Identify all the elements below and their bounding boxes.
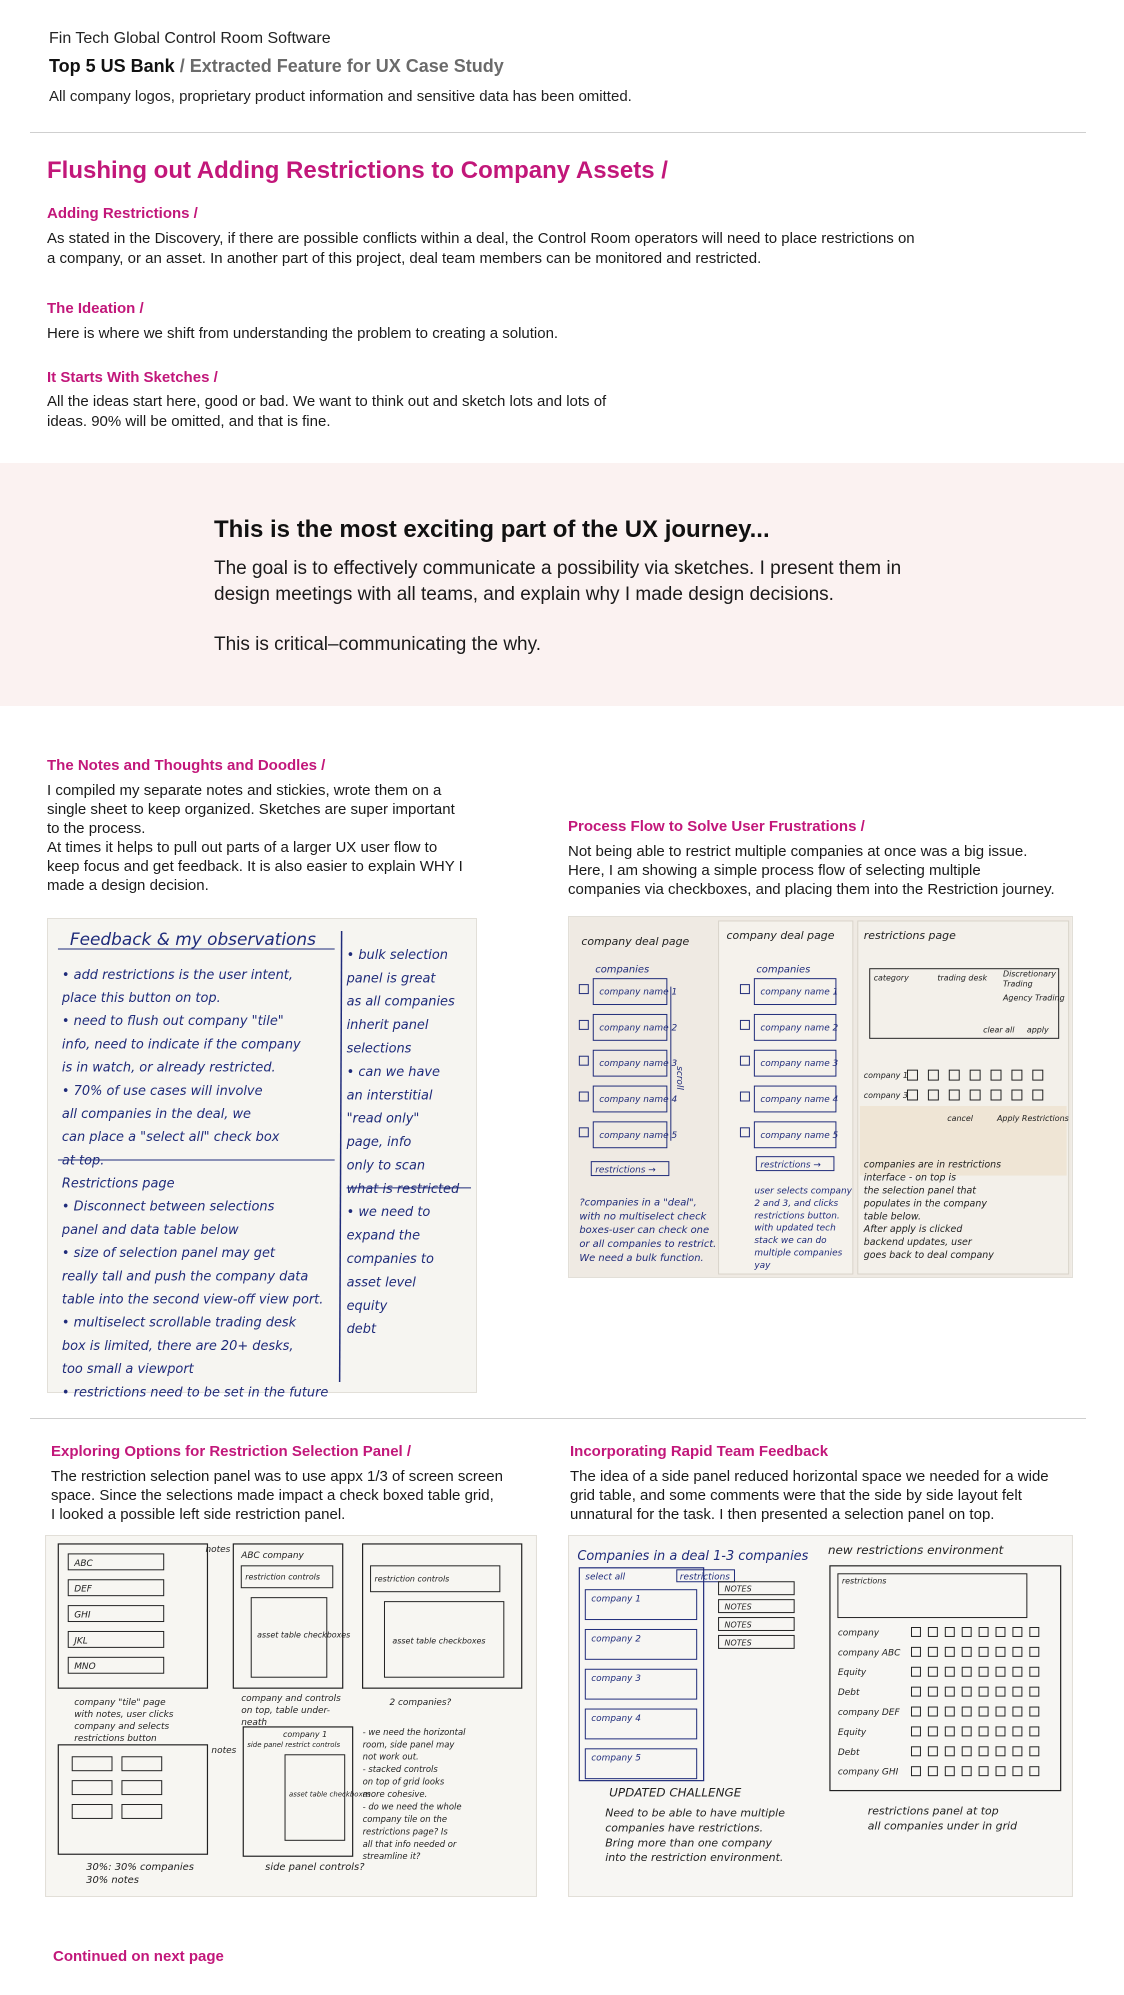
process-flow-sketch-drawing: [569, 917, 1072, 1277]
feedback-line-1: The idea of a side panel reduced horizontal space we needed for a wide: [570, 1468, 1049, 1485]
fb-restrictions-label: restrictions: [841, 1576, 887, 1586]
notes-right-line-17: debt: [346, 1322, 377, 1338]
adding-restrictions-body-2: a company, or an asset. In another part of this project, deal team members can be monitored and restricted.: [47, 250, 762, 267]
notes-left-line-6: • 70% of use cases will involve: [61, 1083, 263, 1099]
notes-heading: The Notes and Thoughts and Doodles /: [47, 757, 326, 774]
notes-right-line-5: selections: [346, 1041, 412, 1057]
fb-grid-row-6: Equity: [837, 1727, 867, 1738]
flow-note1-line-2: with no multiselect check: [579, 1211, 707, 1223]
flow-note3-line-6: After apply is clicked: [863, 1224, 963, 1236]
flow-col3-label-1: category: [873, 973, 909, 983]
notes-line-4: At times it helps to pull out parts of a larger UX user flow to: [47, 839, 438, 856]
fb-title-right: new restrictions environment: [827, 1542, 1004, 1557]
feedback-heading: Incorporating Rapid Team Feedback: [570, 1443, 829, 1460]
notes-left-line-8: can place a "select all" check box: [61, 1130, 280, 1146]
exp-item-4: JKL: [74, 1636, 88, 1647]
notes-right-line-4: inherit panel: [346, 1018, 429, 1034]
exp-item-5: MNO: [74, 1662, 96, 1673]
flow-col3-label-11: Apply Restrictions: [997, 1113, 1069, 1123]
notes-right-line-7: an interstitial: [346, 1088, 433, 1104]
flow-note1-line-3: boxes-user can check one: [579, 1225, 710, 1237]
notes-left-line-14: really tall and push the company data: [61, 1269, 309, 1285]
adding-restrictions-heading: Adding Restrictions /: [47, 205, 198, 222]
notes-right-line-10: only to scan: [346, 1158, 426, 1174]
notes-right-line-1: • bulk selection: [346, 947, 448, 963]
fb-company-3: company 3: [591, 1674, 642, 1685]
fb-notes-item-2: NOTES: [724, 1602, 752, 1612]
notes-right-line-16: equity: [346, 1298, 388, 1314]
exp-caption1-line-1: company "tile" page: [74, 1698, 166, 1709]
exploring-line-3: I looked a possible left side restriction panel.: [51, 1506, 346, 1523]
mid-divider: [30, 1418, 1086, 1419]
fb-grid-row-1: company: [837, 1628, 880, 1639]
notes-right-line-9: page, info: [346, 1135, 412, 1151]
exploring-sketch: [45, 1535, 537, 1897]
flow-col3-label-4: Trading: [1002, 979, 1033, 989]
notes-line-3: to the process.: [47, 820, 146, 837]
callout-paragraph-2: This is critical–communicating the why.: [214, 634, 541, 655]
process-heading: Process Flow to Solve User Frustrations /: [568, 818, 865, 835]
flow-note2-line-5: stack we can do: [754, 1236, 827, 1247]
feedback-line-3: unnatural for the task. I then presented a selection panel on top.: [570, 1506, 995, 1523]
flow-note1-line-4: or all companies to restrict.: [579, 1239, 717, 1251]
exploring-sketch-drawing: [46, 1536, 536, 1896]
fb-company-2: company 2: [591, 1634, 642, 1645]
main-title: Flushing out Adding Restrictions to Company Assets /: [47, 157, 668, 184]
exp-right-line-8: company tile on the: [362, 1813, 448, 1824]
exp-caption-4: side panel controls?: [265, 1862, 365, 1874]
notes-right-line-11: what is restricted: [346, 1181, 460, 1197]
flow-note3-line-7: backend updates, user: [863, 1237, 972, 1249]
flow-col3-label-3: Discretionary: [1002, 969, 1056, 979]
notes-sketch: [47, 918, 477, 1401]
flow-col2-item-1: company name 1: [760, 987, 839, 998]
exp-caption5-line-2: 30% notes: [86, 1875, 139, 1887]
flow-note3-line-4: populates in the company: [863, 1198, 987, 1210]
flow-col2-item-5: company name 5: [760, 1130, 839, 1141]
fb-challenge-line-4: into the restriction environment.: [605, 1851, 784, 1865]
fb-grid-row-7: Debt: [837, 1747, 860, 1758]
header-title-sub: / Extracted Feature for UX Case Study: [174, 56, 504, 76]
feedback-line-2: grid table, and some comments were that the side by side layout felt: [570, 1487, 1022, 1504]
exp-item-1: ABC: [74, 1558, 93, 1569]
notes-right-line-6: • can we have: [346, 1064, 440, 1080]
flow-note3-line-5: table below.: [863, 1211, 921, 1223]
flow-note3-line-3: the selection panel that: [863, 1185, 977, 1197]
flow-companies-label-1: companies: [595, 964, 650, 976]
flow-scroll-label: scroll: [673, 1066, 684, 1090]
flow-col1-item-5: company name 5: [599, 1130, 678, 1141]
flow-col3-label-5: Agency Trading: [1002, 993, 1065, 1003]
header-title: [49, 56, 504, 77]
header-disclaimer: All company logos, proprietary product information and sensitive data has been omitted.: [49, 88, 632, 105]
notes-line-1: I compiled my separate notes and stickies, wrote them on a: [47, 782, 442, 799]
flow-col2-item-3: company name 3: [760, 1059, 839, 1070]
process-line-3: companies via checkboxes, and placing them into the Restriction journey.: [568, 881, 1055, 898]
notes-left-line-19: • restrictions need to be set in the future: [61, 1385, 329, 1401]
ideation-body: Here is where we shift from understanding the problem to creating a solution.: [47, 325, 559, 342]
exploring-heading: Exploring Options for Restriction Selection Panel /: [51, 1443, 412, 1460]
notes-left-line-2: place this button on top.: [61, 991, 221, 1007]
flow-note2-line-6: multiple companies: [754, 1248, 843, 1259]
flow-note2-line-2: 2 and 3, and clicks: [754, 1198, 839, 1209]
fb-grid-row-4: Debt: [837, 1688, 860, 1699]
exp-restriction-controls-1: restriction controls: [245, 1572, 321, 1582]
exp-asset-table-2: asset table checkboxes: [392, 1636, 486, 1646]
notes-left-line-16: • multiselect scrollable trading desk: [61, 1315, 297, 1331]
fb-select-all: select all: [585, 1572, 626, 1583]
notes-left-line-1: • add restrictions is the user intent,: [61, 967, 293, 983]
exp-right-line-10: all that info needed or: [362, 1838, 457, 1849]
fb-company-1: company 1: [591, 1594, 642, 1605]
flow-col3-label-7: apply: [1026, 1025, 1049, 1035]
flow-companies-label-2: companies: [756, 964, 811, 976]
fb-grid-row-3: Equity: [837, 1668, 867, 1679]
flow-note2-line-3: restrictions button.: [754, 1211, 840, 1222]
fb-notes-item-4: NOTES: [724, 1638, 752, 1648]
exp-item-2: DEF: [74, 1584, 92, 1595]
flow-col1-item-4: company name 4: [599, 1094, 678, 1105]
notes-right-line-2: panel is great: [346, 971, 436, 987]
exploring-line-1: The restriction selection panel was to use appx 1/3 of screen screen: [51, 1468, 503, 1485]
notes-left-line-18: too small a viewport: [61, 1362, 194, 1378]
exp-asset-table-3: asset table checkboxes: [289, 1790, 371, 1799]
notes-line-2: single sheet to keep organized. Sketches are super important: [47, 801, 455, 818]
exp-caption2-line-3: neath: [241, 1717, 268, 1728]
header-divider: [30, 132, 1086, 133]
exp-right-line-1: - we need the horizontal: [362, 1726, 466, 1737]
notes-left-line-3: • need to flush out company "tile": [61, 1014, 284, 1030]
exp-caption2-line-2: on top, table under-: [241, 1706, 330, 1717]
sketches-body-1: All the ideas start here, good or bad. We want to think out and sketch lots and lots of: [47, 393, 607, 410]
fb-restrictions-btn: restrictions: [679, 1572, 730, 1583]
notes-sketch-drawing: [48, 919, 476, 1401]
flow-col1-item-3: company name 3: [599, 1059, 678, 1070]
notes-left-line-10: Restrictions page: [61, 1176, 175, 1192]
fb-grid-row-8: company GHI: [837, 1767, 899, 1778]
notes-left-line-12: panel and data table below: [61, 1222, 239, 1238]
flow-col3-label-9: company 3: [863, 1090, 908, 1100]
callout-heading: This is the most exciting part of the UX journey...: [214, 516, 770, 543]
notes-right-line-12: • we need to: [346, 1205, 431, 1221]
notes-line-5: keep focus and get feedback. It is also easier to explain WHY I: [47, 858, 463, 875]
flow-note3-line-2: interface - on top is: [863, 1172, 957, 1184]
notes-left-line-9: at top.: [61, 1153, 105, 1169]
flow-note1-line-5: We need a bulk function.: [579, 1253, 704, 1265]
flow-col1-item-2: company name 2: [599, 1023, 678, 1034]
flow-restrictions-btn-2: restrictions →: [760, 1160, 821, 1171]
adding-restrictions-body-1: As stated in the Discovery, if there are possible conflicts within a deal, the Control Room operators will need to place restrictions on: [47, 230, 915, 247]
exp-notes-label-1: notes: [205, 1544, 231, 1555]
exp-right-line-5: on top of grid looks: [362, 1776, 445, 1787]
flow-note3-line-1: companies are in restrictions: [863, 1159, 1002, 1171]
exp-right-line-6: more cohesive.: [362, 1789, 428, 1800]
exp-caption1-line-4: restrictions button: [74, 1733, 157, 1744]
process-line-1: Not being able to restrict multiple companies at once was a big issue.: [568, 843, 1028, 860]
flow-restrictions-btn-1: restrictions →: [595, 1165, 656, 1176]
exploring-line-2: space. Since the selections made impact a check boxed table grid,: [51, 1487, 494, 1504]
process-line-2: Here, I am showing a simple process flow of selecting multiple: [568, 862, 981, 879]
notes-left-line-11: • Disconnect between selections: [61, 1199, 275, 1215]
callout-paragraph-1a: The goal is to effectively communicate a possibility via sketches. I present them in: [214, 558, 902, 579]
exp-right-line-7: - do we need the whole: [362, 1801, 462, 1812]
notes-left-line-5: is in watch, or already restricted.: [61, 1060, 276, 1076]
flow-col3-label-10: cancel: [947, 1113, 974, 1123]
fb-company-5: company 5: [591, 1753, 642, 1764]
notes-sketch-title: Feedback & my observations: [69, 928, 316, 949]
notes-right-line-13: expand the: [346, 1228, 421, 1244]
flow-col3-label-6: clear all: [983, 1025, 1015, 1035]
notes-left-line-17: box is limited, there are 20+ desks,: [61, 1338, 294, 1354]
flow-note2-line-4: with updated tech: [754, 1223, 836, 1234]
exp-caption1-line-2: with notes, user clicks: [74, 1709, 174, 1720]
fb-company-4: company 4: [591, 1713, 642, 1724]
fb-caption-line-1: restrictions panel at top: [867, 1804, 999, 1818]
exp-caption5-line-1: 30%: 30% companies: [86, 1862, 194, 1874]
fb-challenge-line-1: Need to be able to have multiple: [605, 1806, 785, 1820]
exp-restriction-controls-2: restriction controls: [374, 1574, 450, 1584]
fb-caption-line-2: all companies under in grid: [867, 1819, 1018, 1833]
notes-right-line-14: companies to: [346, 1251, 434, 1267]
fb-grid-row-5: company DEF: [837, 1708, 900, 1719]
flow-col2-title: company deal page: [726, 928, 835, 942]
exp-caption1-line-3: company and selects: [74, 1721, 170, 1732]
fb-challenge-line-3: Bring more than one company: [605, 1836, 772, 1850]
exp-right-line-11: streamline it?: [362, 1851, 421, 1862]
exp-company1: company 1: [283, 1729, 328, 1739]
sketches-body-2: ideas. 90% will be omitted, and that is fine.: [47, 413, 331, 430]
flow-note2-line-1: user selects company: [754, 1186, 852, 1197]
fb-challenge-title: UPDATED CHALLENGE: [609, 1785, 742, 1800]
notes-right-line-15: asset level: [346, 1275, 416, 1291]
exp-right-line-9: restrictions page? Is: [362, 1826, 448, 1837]
continued-label: Continued on next page: [53, 1948, 224, 1965]
fb-title-left: Companies in a deal 1-3 companies: [577, 1548, 809, 1564]
exp-notes-label-2: notes: [211, 1745, 237, 1756]
header-product-name: Fin Tech Global Control Room Software: [49, 30, 331, 47]
notes-left-line-7: all companies in the deal, we: [61, 1106, 252, 1122]
fb-notes-item-3: NOTES: [724, 1620, 752, 1630]
flow-col2-item-4: company name 4: [760, 1094, 839, 1105]
flow-col1-item-1: company name 1: [599, 987, 678, 998]
exp-asset-table-1: asset table checkboxes: [257, 1630, 351, 1640]
notes-right-line-8: "read only": [346, 1111, 420, 1127]
fb-challenge-line-2: companies have restrictions.: [605, 1821, 764, 1835]
sketches-heading: It Starts With Sketches /: [47, 369, 218, 386]
feedback-sketch-drawing: [569, 1536, 1072, 1896]
exp-caption2-line-1: company and controls: [241, 1694, 341, 1705]
notes-left-line-4: info, need to indicate if the company: [61, 1037, 301, 1053]
flow-col3-title: restrictions page: [863, 928, 956, 942]
exp-abc-company: ABC company: [241, 1550, 304, 1561]
flow-col1-title: company deal page: [581, 934, 690, 948]
callout-paragraph-1b: design meetings with all teams, and explain why I made design decisions.: [214, 584, 834, 605]
flow-note1-line-1: ?companies in a "deal",: [579, 1197, 697, 1209]
flow-col2-item-2: company name 2: [760, 1023, 839, 1034]
exp-item-3: GHI: [74, 1610, 91, 1621]
feedback-sketch: [568, 1535, 1073, 1897]
fb-notes-item-1: NOTES: [724, 1584, 752, 1594]
exp-right-line-2: room, side panel may: [362, 1739, 455, 1750]
flow-note2-line-7: yay: [754, 1261, 771, 1272]
notes-left-line-13: • size of selection panel may get: [61, 1246, 276, 1262]
notes-right-line-3: as all companies: [346, 994, 455, 1010]
flow-note3-line-8: goes back to deal company: [863, 1250, 994, 1262]
exp-right-line-3: not work out.: [362, 1751, 419, 1762]
ideation-heading: The Ideation /: [47, 300, 144, 317]
header-title-main: Top 5 US Bank: [49, 56, 175, 76]
flow-col3-label-2: trading desk: [937, 973, 988, 983]
notes-line-6: made a design decision.: [47, 877, 209, 894]
process-flow-sketch: [568, 916, 1073, 1278]
fb-grid-row-2: company ABC: [837, 1648, 901, 1659]
flow-col3-label-8: company 1: [863, 1071, 908, 1081]
exp-side-panel: side panel restrict controls: [247, 1740, 341, 1749]
exp-caption-3: 2 companies?: [389, 1698, 452, 1709]
exp-right-line-4: - stacked controls: [362, 1764, 438, 1775]
notes-left-line-15: table into the second view-off view port.: [61, 1292, 324, 1308]
